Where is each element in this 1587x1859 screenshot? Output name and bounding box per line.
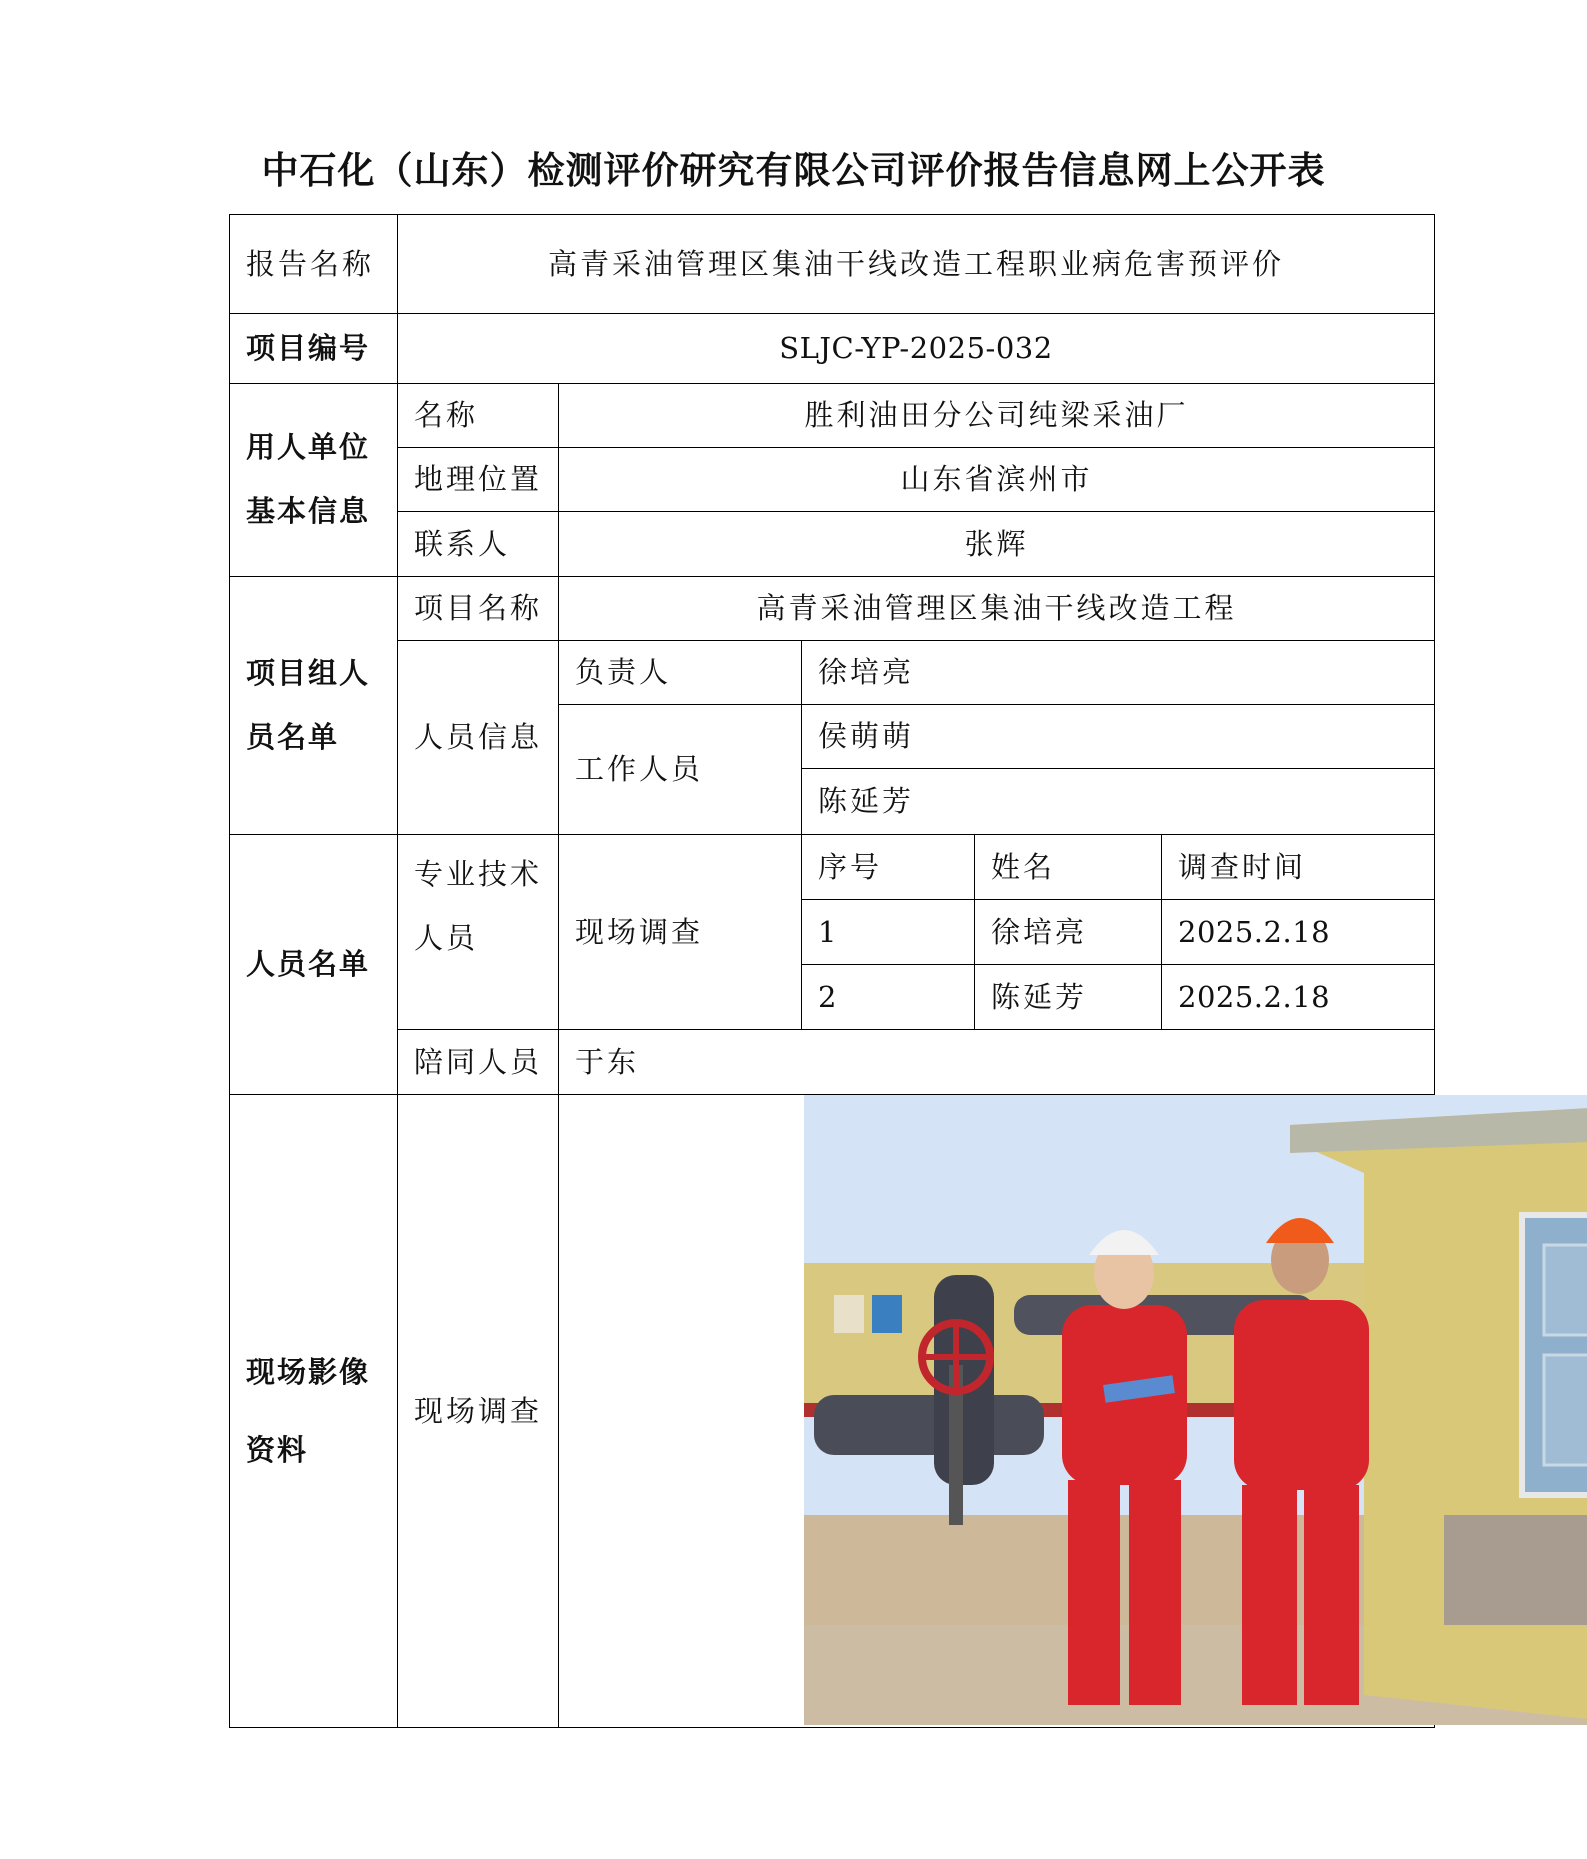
row-1-no: 1 — [801, 899, 975, 965]
worker-1: 侯萌萌 — [801, 704, 1435, 769]
staff-info-label: 人员信息 — [397, 640, 559, 835]
escort-label: 陪同人员 — [397, 1029, 559, 1095]
contact-value: 张辉 — [558, 511, 1435, 577]
workers-label: 工作人员 — [558, 704, 802, 835]
report-name-label: 报告名称 — [229, 214, 398, 314]
employer-name-label: 名称 — [397, 383, 559, 448]
team-label: 项目组人员名单 — [229, 576, 398, 835]
site-survey-photo — [804, 1095, 1587, 1725]
disclosure-table — [230, 215, 1436, 1729]
project-name-value: 高青采油管理区集油干线改造工程 — [558, 576, 1435, 641]
tech-staff-label: 专业技术人员 — [397, 834, 559, 1030]
row-1-date: 2025.2.18 — [1161, 899, 1435, 965]
header-date: 调查时间 — [1161, 834, 1435, 900]
leader-value: 徐培亮 — [801, 640, 1435, 705]
row-1-name: 徐培亮 — [974, 899, 1162, 965]
location-label: 地理位置 — [397, 447, 559, 512]
media-label: 现场影像资料 — [229, 1094, 398, 1728]
row-2-name: 陈延芳 — [974, 964, 1162, 1030]
row-2-date: 2025.2.18 — [1161, 964, 1435, 1030]
escort-value: 于东 — [558, 1029, 1435, 1095]
header-name: 姓名 — [974, 834, 1162, 900]
location-value: 山东省滨州市 — [558, 447, 1435, 512]
employer-name-value: 胜利油田分公司纯梁采油厂 — [558, 383, 1435, 448]
row-2-no: 2 — [801, 964, 975, 1030]
project-no-value: SLJC-YP-2025-032 — [397, 313, 1435, 384]
media-type-label: 现场调查 — [397, 1094, 559, 1728]
employer-label: 用人单位基本信息 — [229, 383, 398, 577]
worker-2: 陈延芳 — [801, 768, 1435, 835]
header-no: 序号 — [801, 834, 975, 900]
survey-label: 现场调查 — [558, 834, 802, 1030]
report-name-value: 高青采油管理区集油干线改造工程职业病危害预评价 — [397, 214, 1435, 314]
project-no-label: 项目编号 — [229, 313, 398, 384]
contact-label: 联系人 — [397, 511, 559, 577]
leader-label: 负责人 — [558, 640, 802, 705]
personnel-label: 人员名单 — [229, 834, 398, 1095]
project-name-label: 项目名称 — [397, 576, 559, 641]
page-title: 中石化（山东）检测评价研究有限公司评价报告信息网上公开表 — [261, 149, 1326, 192]
